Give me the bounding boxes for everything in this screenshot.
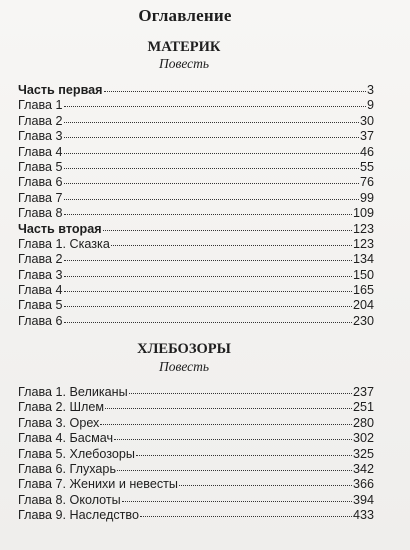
dot-leader <box>64 198 359 200</box>
toc-entry[interactable] <box>18 83 374 98</box>
entry-label: Глава 2 <box>18 113 63 128</box>
entry-label: Глава 3 <box>18 129 63 144</box>
entry-label: Глава 6. Глухарь <box>18 461 117 476</box>
section-subtitle-materik: Повесть <box>158 56 210 71</box>
entry-page: 366 <box>352 477 374 492</box>
dot-leader <box>64 182 359 184</box>
toc-entry[interactable] <box>18 508 374 523</box>
toc-entry[interactable] <box>18 477 374 492</box>
entry-page: 123 <box>352 236 374 251</box>
toc-list-materik <box>18 83 374 329</box>
entry-page: 204 <box>352 298 374 313</box>
section-title-materik: МАТЕРИК <box>147 39 221 55</box>
dot-leader <box>64 121 359 123</box>
dot-leader <box>64 321 352 323</box>
toc-entry[interactable] <box>18 206 374 221</box>
dot-leader <box>114 438 352 440</box>
toc-entry[interactable] <box>18 98 374 113</box>
dot-leader <box>64 136 359 138</box>
entry-label: Глава 3 <box>18 267 63 282</box>
dot-leader <box>117 469 352 471</box>
entry-label: Глава 8 <box>18 206 63 221</box>
toc-entry[interactable] <box>18 462 374 477</box>
section-title-khlebozory: ХЛЕБОЗОРЫ <box>137 341 231 357</box>
entry-label: Глава 5 <box>18 159 63 174</box>
entry-page: 394 <box>352 492 374 507</box>
toc-entry[interactable] <box>18 252 374 267</box>
entry-page: 3 <box>366 83 374 97</box>
entry-label: Глава 4 <box>18 144 63 159</box>
entry-label: Глава 7. Женихи и невесты <box>18 477 178 492</box>
entry-label: Глава 6 <box>18 175 63 190</box>
entry-page: 76 <box>359 175 374 190</box>
toc-entry[interactable] <box>18 314 374 329</box>
dot-leader <box>179 484 352 486</box>
dot-leader <box>122 500 352 502</box>
entry-label: Глава 6 <box>18 313 63 328</box>
toc-entry[interactable] <box>18 222 374 237</box>
toc-entry[interactable] <box>18 160 374 175</box>
dot-leader <box>136 454 352 456</box>
entry-page: 165 <box>352 283 374 298</box>
entry-page: 46 <box>359 144 374 159</box>
entry-label: Глава 2. Шлем <box>18 400 105 415</box>
dot-leader <box>111 244 352 246</box>
entry-page: 230 <box>352 313 374 328</box>
toc-entry[interactable] <box>18 191 374 206</box>
entry-page: 134 <box>352 252 374 267</box>
entry-page: 99 <box>359 190 374 205</box>
entry-label: Глава 1 <box>18 98 63 113</box>
dot-leader <box>64 152 359 154</box>
toc-entry[interactable] <box>18 400 374 415</box>
dot-leader <box>64 167 359 169</box>
entry-page: 30 <box>359 113 374 128</box>
entry-label: Глава 1. Великаны <box>18 385 128 399</box>
dot-leader <box>64 259 352 261</box>
entry-label: Глава 3. Орех <box>18 415 100 430</box>
entry-page: 123 <box>352 221 374 236</box>
dot-leader <box>64 105 366 107</box>
dot-leader <box>103 229 352 231</box>
entry-label: Глава 8. Околоты <box>18 492 121 507</box>
section-subtitle-khlebozory: Повесть <box>158 359 210 374</box>
dot-leader <box>64 275 352 277</box>
toc-title: Оглавление <box>138 6 232 25</box>
entry-page: 9 <box>366 98 374 113</box>
entry-label: Часть первая <box>18 83 103 97</box>
entry-label: Глава 4 <box>18 283 63 298</box>
entry-label: Глава 2 <box>18 252 63 267</box>
toc-entry[interactable] <box>18 175 374 190</box>
entry-label: Часть вторая <box>18 221 102 236</box>
dot-leader <box>64 213 352 215</box>
toc-entry[interactable] <box>18 129 374 144</box>
entry-page: 150 <box>352 267 374 282</box>
dot-leader <box>64 305 352 307</box>
dot-leader <box>140 515 352 517</box>
toc-list-khlebozory <box>18 385 374 524</box>
entry-page: 55 <box>359 159 374 174</box>
entry-page: 342 <box>352 461 374 476</box>
entry-page: 280 <box>352 415 374 430</box>
entry-label: Глава 7 <box>18 190 63 205</box>
entry-label: Глава 1. Сказка <box>18 236 110 251</box>
entry-page: 251 <box>352 400 374 415</box>
dot-leader <box>129 392 352 394</box>
entry-label: Глава 5. Хлебозоры <box>18 446 135 461</box>
toc-entry[interactable] <box>18 114 374 129</box>
toc-entry[interactable] <box>18 268 374 283</box>
entry-page: 325 <box>352 446 374 461</box>
dot-leader <box>64 290 352 292</box>
toc-entry[interactable] <box>18 493 374 508</box>
entry-page: 302 <box>352 431 374 446</box>
entry-label: Глава 4. Басмач <box>18 431 114 446</box>
entry-label: Глава 5 <box>18 298 63 313</box>
toc-entry[interactable] <box>18 145 374 160</box>
toc-entry[interactable] <box>18 431 374 446</box>
toc-entry[interactable] <box>18 283 374 298</box>
toc-entry[interactable] <box>18 298 374 313</box>
toc-entry[interactable] <box>18 385 374 400</box>
entry-page: 433 <box>352 508 374 523</box>
dot-leader <box>100 423 352 425</box>
entry-label: Глава 9. Наследство <box>18 508 139 523</box>
dot-leader <box>105 407 352 409</box>
entry-page: 237 <box>352 385 374 399</box>
toc-entry[interactable] <box>18 416 374 431</box>
dot-leader <box>104 90 366 92</box>
toc-entry[interactable] <box>18 237 374 252</box>
entry-page: 109 <box>352 206 374 221</box>
entry-page: 37 <box>359 129 374 144</box>
toc-entry[interactable] <box>18 447 374 462</box>
